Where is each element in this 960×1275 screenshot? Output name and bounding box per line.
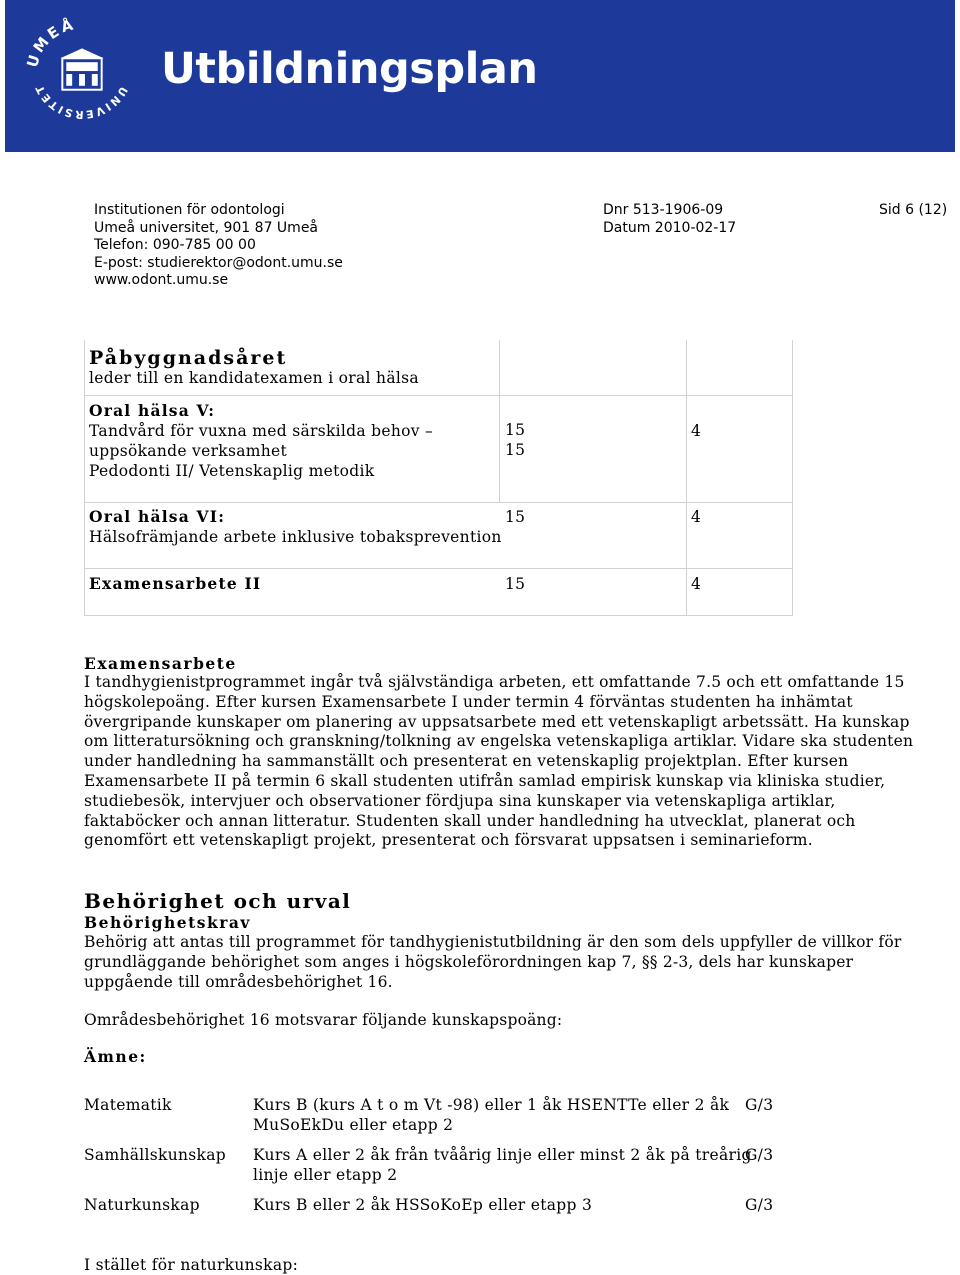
course-line: Pedodonti II/ Vetenskaplig metodik	[89, 462, 375, 480]
table-divider-term	[686, 340, 687, 616]
course-line: Kurs B eller 2 åk HSSoKoEp eller etapp 3	[253, 1196, 593, 1214]
course-line: MuSoEkDu eller etapp 2	[253, 1116, 454, 1134]
document-dnr: Dnr 513-1906-09	[603, 202, 724, 218]
subject-course	[253, 1145, 752, 1185]
institution-phone: Telefon: 090-785 00 00	[94, 237, 256, 253]
table-border-left	[84, 340, 85, 616]
behorighet-paragraph	[84, 933, 902, 992]
paragraph-line: I tandhygienistprogrammet ingår två självständiga arbeten, ett omfattande 7.5 och ett omfattande 15	[84, 673, 905, 691]
banner-title: Utbildningsplan	[161, 44, 538, 94]
subject-name: Naturkunskap	[84, 1196, 200, 1214]
table-row	[89, 401, 433, 481]
subject-grade: G/3	[745, 1146, 774, 1164]
table-border-right	[792, 340, 793, 616]
svg-text:UMEÅ: UMEÅ	[24, 15, 78, 70]
subject-grade: G/3	[745, 1096, 774, 1114]
course-table	[84, 340, 794, 616]
amne-label: Ämne:	[84, 1047, 147, 1066]
document-date: Datum 2010-02-17	[603, 219, 737, 236]
credit-value: 15	[505, 508, 526, 526]
university-seal-logo	[23, 15, 141, 133]
paragraph-line: Behörig att antas till programmet för tandhygienistutbildning är den som dels uppfyller de villkor för	[84, 933, 902, 951]
course-line: Hälsofrämjande arbete inklusive tobaksprevention	[89, 528, 502, 546]
paragraph-line: under handledning ha sammanställt och presenterat en vetenskaplig projektplan. Efter kursen	[84, 752, 849, 771]
institution-email: E-post: studierektor@odont.umu.se	[94, 254, 343, 271]
course-line: uppsökande verksamhet	[89, 442, 288, 460]
table-divider-credits	[499, 340, 500, 502]
paragraph-line: övergripande kunskaper om planering av uppsatsarbete med ett vetenskapligt arbetssätt. Ha kunskap	[84, 712, 910, 731]
term-value: 4	[691, 575, 702, 593]
alternative-note: I stället för naturkunskap:	[84, 1256, 299, 1274]
table-row	[89, 507, 502, 547]
course-line: Kurs B (kurs A t o m Vt -98) eller 1 åk HSENTTe eller 2 åk	[253, 1096, 730, 1114]
subject-name: Matematik	[84, 1096, 172, 1114]
table-row-divider	[84, 502, 793, 503]
subject-name: Samhällskunskap	[84, 1146, 227, 1164]
term-value: 4	[691, 422, 702, 440]
page-number: Sid 6 (12)	[879, 202, 948, 218]
examensarbete-heading: Examensarbete	[84, 654, 237, 673]
credit-value: 15	[505, 421, 526, 439]
institution-address-block	[94, 202, 343, 290]
table-title-cell	[89, 348, 419, 388]
paragraph-line: högskolepoäng. Efter kursen Examensarbete I under termin 4 förväntas studenten ha inhämtat	[84, 692, 853, 711]
header-banner	[5, 0, 955, 152]
behorighetskrav-heading: Behörighetskrav	[84, 913, 251, 932]
institution-postal-address: Umeå universitet, 901 87 Umeå	[94, 219, 319, 236]
course-line: linje eller etapp 2	[253, 1166, 398, 1184]
table-subtitle: leder till en kandidatexamen i oral hälsa	[89, 369, 419, 387]
course-name: Oral hälsa VI:	[89, 507, 226, 526]
table-row-divider	[84, 395, 793, 396]
course-line: Tandvård för vuxna med särskilda behov –	[89, 422, 434, 440]
behorighet-heading: Behörighet och urval	[84, 889, 352, 913]
institution-name: Institutionen för odontologi	[94, 202, 285, 218]
institution-website: www.odont.umu.se	[94, 272, 229, 288]
table-row-divider	[84, 568, 793, 569]
table-row	[89, 574, 261, 594]
table-title: Påbyggnadsåret	[89, 347, 288, 369]
paragraph-line: genomfört ett vetenskapligt projekt, presenterat och försvarat uppsatsen i seminarieform.	[84, 831, 813, 850]
paragraph-line: Examensarbete II på termin 6 skall studenten utifrån samlad empirisk kunskap via kliniska studier,	[84, 771, 886, 790]
subject-grade: G/3	[745, 1196, 774, 1214]
document-reference-block	[603, 202, 736, 237]
paragraph-line: faktaböcker och annan litteratur. Studenten skall under handledning ha utvecklat, planerat och	[84, 811, 856, 830]
term-value: 4	[691, 508, 702, 526]
paragraph-line: om litteratursökning och granskning/tolkning av engelska vetenskapliga artiklar. Vidare ska studenten	[84, 732, 914, 751]
omradesbehorighet-line: Områdesbehörighet 16 motsvarar följande kunskapspoäng:	[84, 1011, 563, 1029]
subject-course	[253, 1195, 592, 1215]
credit-value: 15	[505, 441, 526, 459]
course-name: Oral hälsa V:	[89, 401, 216, 420]
paragraph-line: grundläggande behörighet som anges i högskoleförordningen kap 7, §§ 2-3, dels har kunskaper	[84, 952, 854, 971]
subject-course	[253, 1095, 729, 1135]
credit-value: 15	[505, 575, 526, 593]
paragraph-line: uppgående till områdesbehörighet 16.	[84, 972, 393, 991]
course-line: Kurs A eller 2 åk från tvåårig linje eller minst 2 åk på treårig	[253, 1146, 752, 1164]
table-border-bottom	[84, 615, 793, 616]
svg-text:UNIVERSITET: UNIVERSITET	[32, 81, 131, 122]
paragraph-line: studiebesök, intervjuer och observationer fördjupa sina kunskaper via vetenskapliga artiklar,	[84, 791, 836, 810]
credits-cell	[505, 420, 525, 460]
examensarbete-paragraph	[84, 673, 914, 851]
course-name: Examensarbete II	[89, 574, 262, 593]
